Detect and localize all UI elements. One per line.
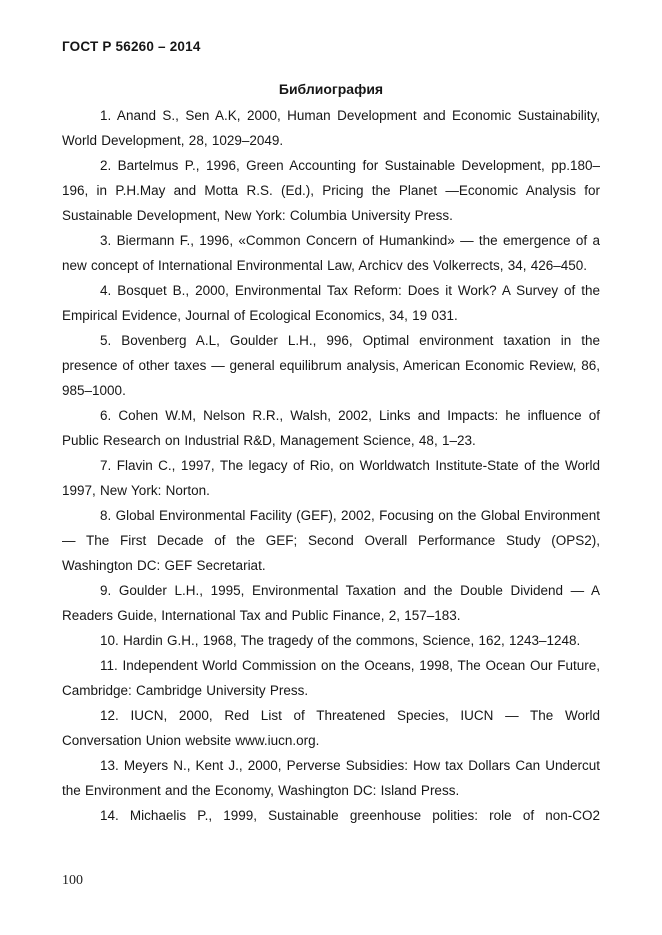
bibliography-title: Библиография xyxy=(278,81,384,97)
reference-item: 7. Flavin C., 1997, The legacy of Rio, on Worldwatch Institute-State of the World 1997, New York: Norton. xyxy=(62,458,600,498)
reference-item: 6. Cohen W.M, Nelson R.R., Walsh, 2002, Links and Impacts: he influence of Public Research on Industrial R&D, Management Science, 48, 1–23. xyxy=(62,408,600,448)
reference-item: 5. Bovenberg A.L, Goulder L.H., 996, Optimal environment taxation in the presence of other taxes — general equilibrum analysis, American Economic Review, 86, 985–1000. xyxy=(62,333,600,398)
reference-item: 1. Anand S., Sen A.K, 2000, Human Development and Economic Sustainability, World Development, 28, 1029–2049. xyxy=(62,108,600,148)
page-number: 100 xyxy=(62,873,83,888)
reference-item: 3. Biermann F., 1996, «Common Concern of Humankind» — the emergence of a new concept of International Environmental Law, Archicv des Volkerrects, 34, 426–450. xyxy=(62,233,600,273)
page-content xyxy=(62,38,600,828)
reference-item: 4. Bosquet B., 2000, Environmental Tax Reform: Does it Work? A Survey of the Empirical Evidence, Journal of Ecological Economics, 34, 19 031. xyxy=(62,283,600,323)
document-standard-number: ГОСТ Р 56260 – 2014 xyxy=(62,39,201,54)
reference-item: 2. Bartelmus P., 1996, Green Accounting for Sustainable Development, pp.180–196, in P.H.May and Motta R.S. (Ed.), Pricing the Planet —Economic Analysis for Sustainable Development, New York: Columbia University Press. xyxy=(62,158,600,223)
references-list xyxy=(62,103,600,828)
reference-item: 10. Hardin G.H., 1968, The tragedy of the commons, Science, 162, 1243–1248. xyxy=(100,633,581,648)
reference-item: 12. IUCN, 2000, Red List of Threatened Species, IUCN — The World Conversation Union website www.iucn.org. xyxy=(62,708,600,748)
reference-item: 11. Independent World Commission on the Oceans, 1998, The Ocean Our Future, Cambridge: Cambridge University Press. xyxy=(62,658,600,698)
reference-item: 9. Goulder L.H., 1995, Environmental Taxation and the Double Dividend — A Readers Guide, International Tax and Public Finance, 2, 157–183. xyxy=(62,583,600,623)
reference-item: 8. Global Environmental Facility (GEF), 2002, Focusing on the Global Environment — The First Decade of the GEF; Second Overall Performance Study (OPS2), Washington DC: GEF Secretariat. xyxy=(62,508,600,573)
reference-item: 13. Meyers N., Kent J., 2000, Perverse Subsidies: How tax Dollars Can Undercut the Environment and the Economy, Washington DC: Island Press. xyxy=(62,758,600,798)
reference-item: 14. Michaelis P., 1999, Sustainable greenhouse polities: role of non-CO2 xyxy=(100,808,600,823)
